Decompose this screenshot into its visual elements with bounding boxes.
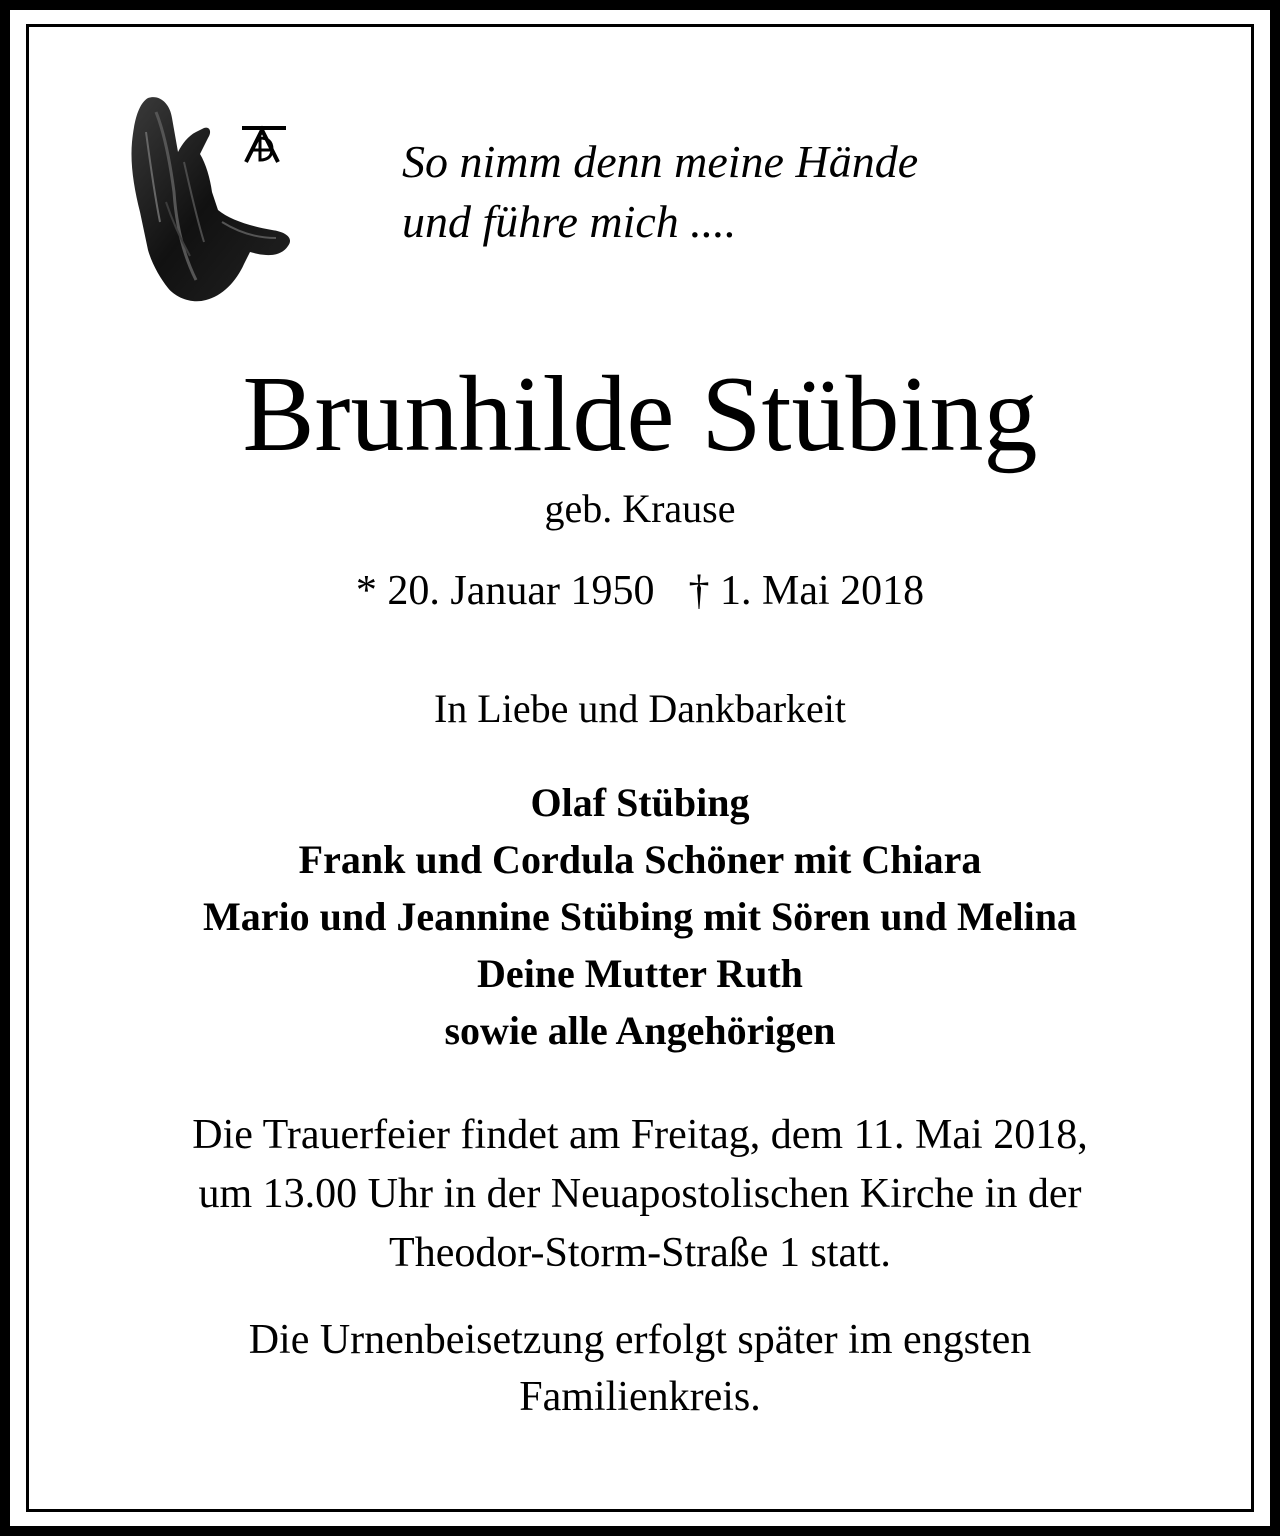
mourners-list [26, 774, 1254, 1059]
mourner-line: sowie alle Angehörigen [444, 1008, 836, 1053]
burial-line: Familienkreis. [519, 1374, 761, 1420]
mourner-line: Olaf Stübing [530, 780, 750, 825]
deceased-name: Brunhilde Stübing [242, 355, 1038, 474]
life-dates [26, 564, 1254, 618]
ceremony-line: um 13.00 Uhr in der Neuapostolischen Kirche in der [198, 1171, 1082, 1217]
ceremony-line: Theodor-Storm-Straße 1 statt. [389, 1230, 891, 1276]
ceremony-notice [26, 1106, 1254, 1283]
dedication-text: In Liebe und Dankbarkeit [433, 686, 847, 731]
birth-date: * 20. Januar 1950 [355, 568, 655, 614]
mourner-line: Deine Mutter Ruth [477, 951, 803, 996]
motto-line: und führe mich .... [402, 196, 737, 247]
mourner-line: Mario und Jeannine Stübing mit Sören und Melina [203, 894, 1077, 939]
burial-notice [26, 1312, 1254, 1426]
maiden-name: geb. Krause [544, 486, 736, 531]
mourner-line: Frank und Cordula Schöner mit Chiara [298, 837, 982, 882]
death-date: † 1. Mai 2018 [688, 568, 925, 614]
motto-line: So nimm denn meine Hände [402, 136, 919, 187]
burial-line: Die Urnenbeisetzung erfolgt später im engsten [248, 1317, 1032, 1363]
ceremony-line: Die Trauerfeier findet am Freitag, dem 11. Mai 2018, [192, 1112, 1088, 1158]
motto-quote [402, 132, 1102, 252]
durer-monogram-icon [238, 124, 290, 164]
